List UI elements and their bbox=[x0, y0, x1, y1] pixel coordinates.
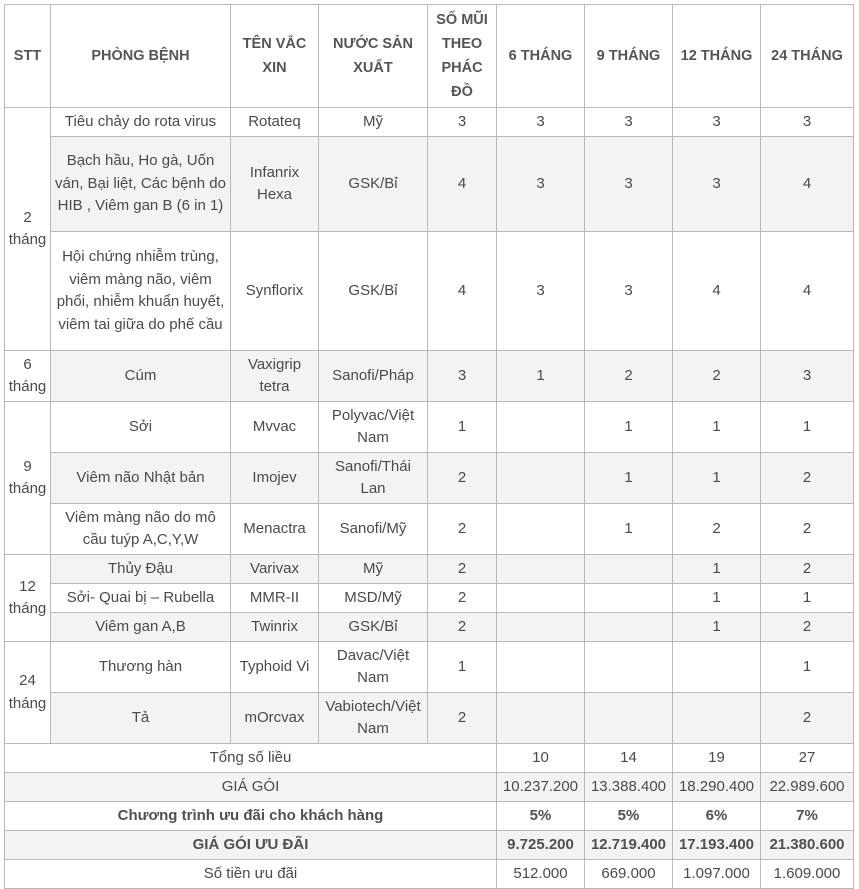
doses-cell: 2 bbox=[428, 555, 497, 584]
m9-cell: 1 bbox=[585, 402, 673, 453]
doses-cell: 1 bbox=[428, 402, 497, 453]
summary-m6-cell: 10.237.200 bbox=[497, 773, 585, 802]
m9-cell bbox=[585, 642, 673, 693]
summary-m12-cell: 17.193.400 bbox=[673, 831, 761, 860]
summary-m24-cell: 1.609.000 bbox=[761, 860, 854, 889]
country-cell: MSD/Mỹ bbox=[319, 584, 428, 613]
disease-cell: Tả bbox=[51, 693, 231, 744]
table-row bbox=[5, 613, 854, 642]
vaccine-cell: Mvvac bbox=[231, 402, 319, 453]
summary-row bbox=[5, 773, 854, 802]
summary-m6-cell: 10 bbox=[497, 744, 585, 773]
m12-cell: 1 bbox=[673, 453, 761, 504]
m24-cell: 2 bbox=[761, 613, 854, 642]
doses-cell: 3 bbox=[428, 108, 497, 137]
summary-m24-cell: 27 bbox=[761, 744, 854, 773]
doses-cell: 2 bbox=[428, 504, 497, 555]
doses-cell: 4 bbox=[428, 137, 497, 232]
m9-cell: 2 bbox=[585, 351, 673, 402]
m9-cell: 1 bbox=[585, 504, 673, 555]
table-row bbox=[5, 351, 854, 402]
summary-m24-cell: 7% bbox=[761, 802, 854, 831]
m24-cell: 2 bbox=[761, 555, 854, 584]
summary-row bbox=[5, 831, 854, 860]
age-group-cell: 24 tháng bbox=[5, 642, 51, 744]
table-row bbox=[5, 504, 854, 555]
vaccine-cell: MMR-II bbox=[231, 584, 319, 613]
doses-cell: 2 bbox=[428, 693, 497, 744]
m24-cell: 4 bbox=[761, 137, 854, 232]
disease-cell: Sởi bbox=[51, 402, 231, 453]
m6-cell bbox=[497, 453, 585, 504]
summary-label: Số tiền ưu đãi bbox=[5, 860, 497, 889]
disease-cell: Bạch hầu, Ho gà, Uốn ván, Bại liệt, Các bệnh do HIB , Viêm gan B (6 in 1) bbox=[51, 137, 231, 232]
country-cell: GSK/Bỉ bbox=[319, 137, 428, 232]
disease-cell: Cúm bbox=[51, 351, 231, 402]
m24-cell: 1 bbox=[761, 584, 854, 613]
m12-cell: 1 bbox=[673, 584, 761, 613]
m12-cell: 4 bbox=[673, 232, 761, 351]
m9-cell bbox=[585, 555, 673, 584]
summary-rows bbox=[5, 744, 854, 889]
country-cell: Mỹ bbox=[319, 108, 428, 137]
summary-m9-cell: 13.388.400 bbox=[585, 773, 673, 802]
summary-m12-cell: 6% bbox=[673, 802, 761, 831]
table-row bbox=[5, 584, 854, 613]
m24-cell: 2 bbox=[761, 693, 854, 744]
m6-cell bbox=[497, 504, 585, 555]
country-cell: GSK/Bỉ bbox=[319, 232, 428, 351]
summary-m24-cell: 21.380.600 bbox=[761, 831, 854, 860]
table-row bbox=[5, 555, 854, 584]
header-6-months: 6 THÁNG bbox=[497, 5, 585, 108]
m6-cell bbox=[497, 613, 585, 642]
m6-cell bbox=[497, 402, 585, 453]
m9-cell: 3 bbox=[585, 232, 673, 351]
summary-m6-cell: 512.000 bbox=[497, 860, 585, 889]
disease-cell: Thủy Đậu bbox=[51, 555, 231, 584]
vaccine-cell: mOrcvax bbox=[231, 693, 319, 744]
m6-cell: 3 bbox=[497, 108, 585, 137]
disease-cell: Thương hàn bbox=[51, 642, 231, 693]
doses-cell: 2 bbox=[428, 453, 497, 504]
m12-cell: 1 bbox=[673, 555, 761, 584]
summary-m6-cell: 5% bbox=[497, 802, 585, 831]
disease-cell: Hội chứng nhiễm trùng, viêm màng não, viêm phổi, nhiễm khuẩn huyết, viêm tai giữa do phế cầu bbox=[51, 232, 231, 351]
country-cell: Sanofi/Pháp bbox=[319, 351, 428, 402]
age-group-cell: 6 tháng bbox=[5, 351, 51, 402]
doses-cell: 2 bbox=[428, 584, 497, 613]
vaccine-rows bbox=[5, 108, 854, 744]
header-9-months: 9 THÁNG bbox=[585, 5, 673, 108]
m12-cell: 2 bbox=[673, 351, 761, 402]
m12-cell: 1 bbox=[673, 402, 761, 453]
age-group-cell: 12 tháng bbox=[5, 555, 51, 642]
m12-cell bbox=[673, 642, 761, 693]
doses-cell: 1 bbox=[428, 642, 497, 693]
disease-cell: Viêm màng não do mô cầu tuýp A,C,Y,W bbox=[51, 504, 231, 555]
m9-cell bbox=[585, 693, 673, 744]
m24-cell: 4 bbox=[761, 232, 854, 351]
header-stt: STT bbox=[5, 5, 51, 108]
vaccine-cell: Twinrix bbox=[231, 613, 319, 642]
header-doses: SỐ MŨI THEO PHÁC ĐỒ bbox=[428, 5, 497, 108]
disease-cell: Viêm não Nhật bản bbox=[51, 453, 231, 504]
vaccine-cell: Rotateq bbox=[231, 108, 319, 137]
age-group-cell: 9 tháng bbox=[5, 402, 51, 555]
summary-m9-cell: 5% bbox=[585, 802, 673, 831]
summary-m9-cell: 669.000 bbox=[585, 860, 673, 889]
m24-cell: 1 bbox=[761, 642, 854, 693]
m12-cell: 3 bbox=[673, 108, 761, 137]
summary-label: Chương trình ưu đãi cho khách hàng bbox=[5, 802, 497, 831]
country-cell: Mỹ bbox=[319, 555, 428, 584]
disease-cell: Tiêu chảy do rota virus bbox=[51, 108, 231, 137]
vaccine-cell: Imojev bbox=[231, 453, 319, 504]
header-vaccine: TÊN VẮC XIN bbox=[231, 5, 319, 108]
summary-m12-cell: 19 bbox=[673, 744, 761, 773]
summary-label: GIÁ GÓI ƯU ĐÃI bbox=[5, 831, 497, 860]
table-row bbox=[5, 137, 854, 232]
header-24-months: 24 THÁNG bbox=[761, 5, 854, 108]
country-cell: Vabiotech/Việt Nam bbox=[319, 693, 428, 744]
age-group-cell: 2 tháng bbox=[5, 108, 51, 351]
m6-cell: 3 bbox=[497, 137, 585, 232]
m9-cell: 1 bbox=[585, 453, 673, 504]
country-cell: Sanofi/Mỹ bbox=[319, 504, 428, 555]
header-12-months: 12 THÁNG bbox=[673, 5, 761, 108]
vaccine-cell: Vaxigrip tetra bbox=[231, 351, 319, 402]
vaccine-cell: Infanrix Hexa bbox=[231, 137, 319, 232]
doses-cell: 4 bbox=[428, 232, 497, 351]
m24-cell: 3 bbox=[761, 108, 854, 137]
m9-cell: 3 bbox=[585, 137, 673, 232]
m9-cell bbox=[585, 584, 673, 613]
summary-m24-cell: 22.989.600 bbox=[761, 773, 854, 802]
summary-m12-cell: 18.290.400 bbox=[673, 773, 761, 802]
summary-m6-cell: 9.725.200 bbox=[497, 831, 585, 860]
table-row bbox=[5, 108, 854, 137]
m24-cell: 1 bbox=[761, 402, 854, 453]
summary-row bbox=[5, 802, 854, 831]
vaccine-cell: Synflorix bbox=[231, 232, 319, 351]
m24-cell: 2 bbox=[761, 504, 854, 555]
m12-cell: 1 bbox=[673, 613, 761, 642]
country-cell: Davac/Việt Nam bbox=[319, 642, 428, 693]
m24-cell: 3 bbox=[761, 351, 854, 402]
summary-label: Tổng số liều bbox=[5, 744, 497, 773]
summary-m9-cell: 14 bbox=[585, 744, 673, 773]
m6-cell: 1 bbox=[497, 351, 585, 402]
m12-cell: 2 bbox=[673, 504, 761, 555]
doses-cell: 2 bbox=[428, 613, 497, 642]
summary-row bbox=[5, 744, 854, 773]
disease-cell: Viêm gan A,B bbox=[51, 613, 231, 642]
header-row bbox=[5, 5, 854, 108]
header-disease: PHÒNG BỆNH bbox=[51, 5, 231, 108]
vaccine-cell: Menactra bbox=[231, 504, 319, 555]
m6-cell bbox=[497, 584, 585, 613]
header-country: NƯỚC SẢN XUẤT bbox=[319, 5, 428, 108]
m6-cell bbox=[497, 642, 585, 693]
table-row bbox=[5, 693, 854, 744]
summary-label: GIÁ GÓI bbox=[5, 773, 497, 802]
summary-m12-cell: 1.097.000 bbox=[673, 860, 761, 889]
table-row bbox=[5, 453, 854, 504]
m24-cell: 2 bbox=[761, 453, 854, 504]
country-cell: Sanofi/Thái Lan bbox=[319, 453, 428, 504]
country-cell: GSK/Bỉ bbox=[319, 613, 428, 642]
table-row bbox=[5, 402, 854, 453]
m9-cell: 3 bbox=[585, 108, 673, 137]
vaccine-cell: Typhoid Vi bbox=[231, 642, 319, 693]
vaccine-price-table bbox=[4, 4, 854, 889]
doses-cell: 3 bbox=[428, 351, 497, 402]
m6-cell bbox=[497, 555, 585, 584]
m6-cell: 3 bbox=[497, 232, 585, 351]
m9-cell bbox=[585, 613, 673, 642]
table-row bbox=[5, 642, 854, 693]
m12-cell bbox=[673, 693, 761, 744]
summary-row bbox=[5, 860, 854, 889]
m6-cell bbox=[497, 693, 585, 744]
table-row bbox=[5, 232, 854, 351]
disease-cell: Sởi- Quai bị – Rubella bbox=[51, 584, 231, 613]
country-cell: Polyvac/Việt Nam bbox=[319, 402, 428, 453]
summary-m9-cell: 12.719.400 bbox=[585, 831, 673, 860]
vaccine-cell: Varivax bbox=[231, 555, 319, 584]
m12-cell: 3 bbox=[673, 137, 761, 232]
